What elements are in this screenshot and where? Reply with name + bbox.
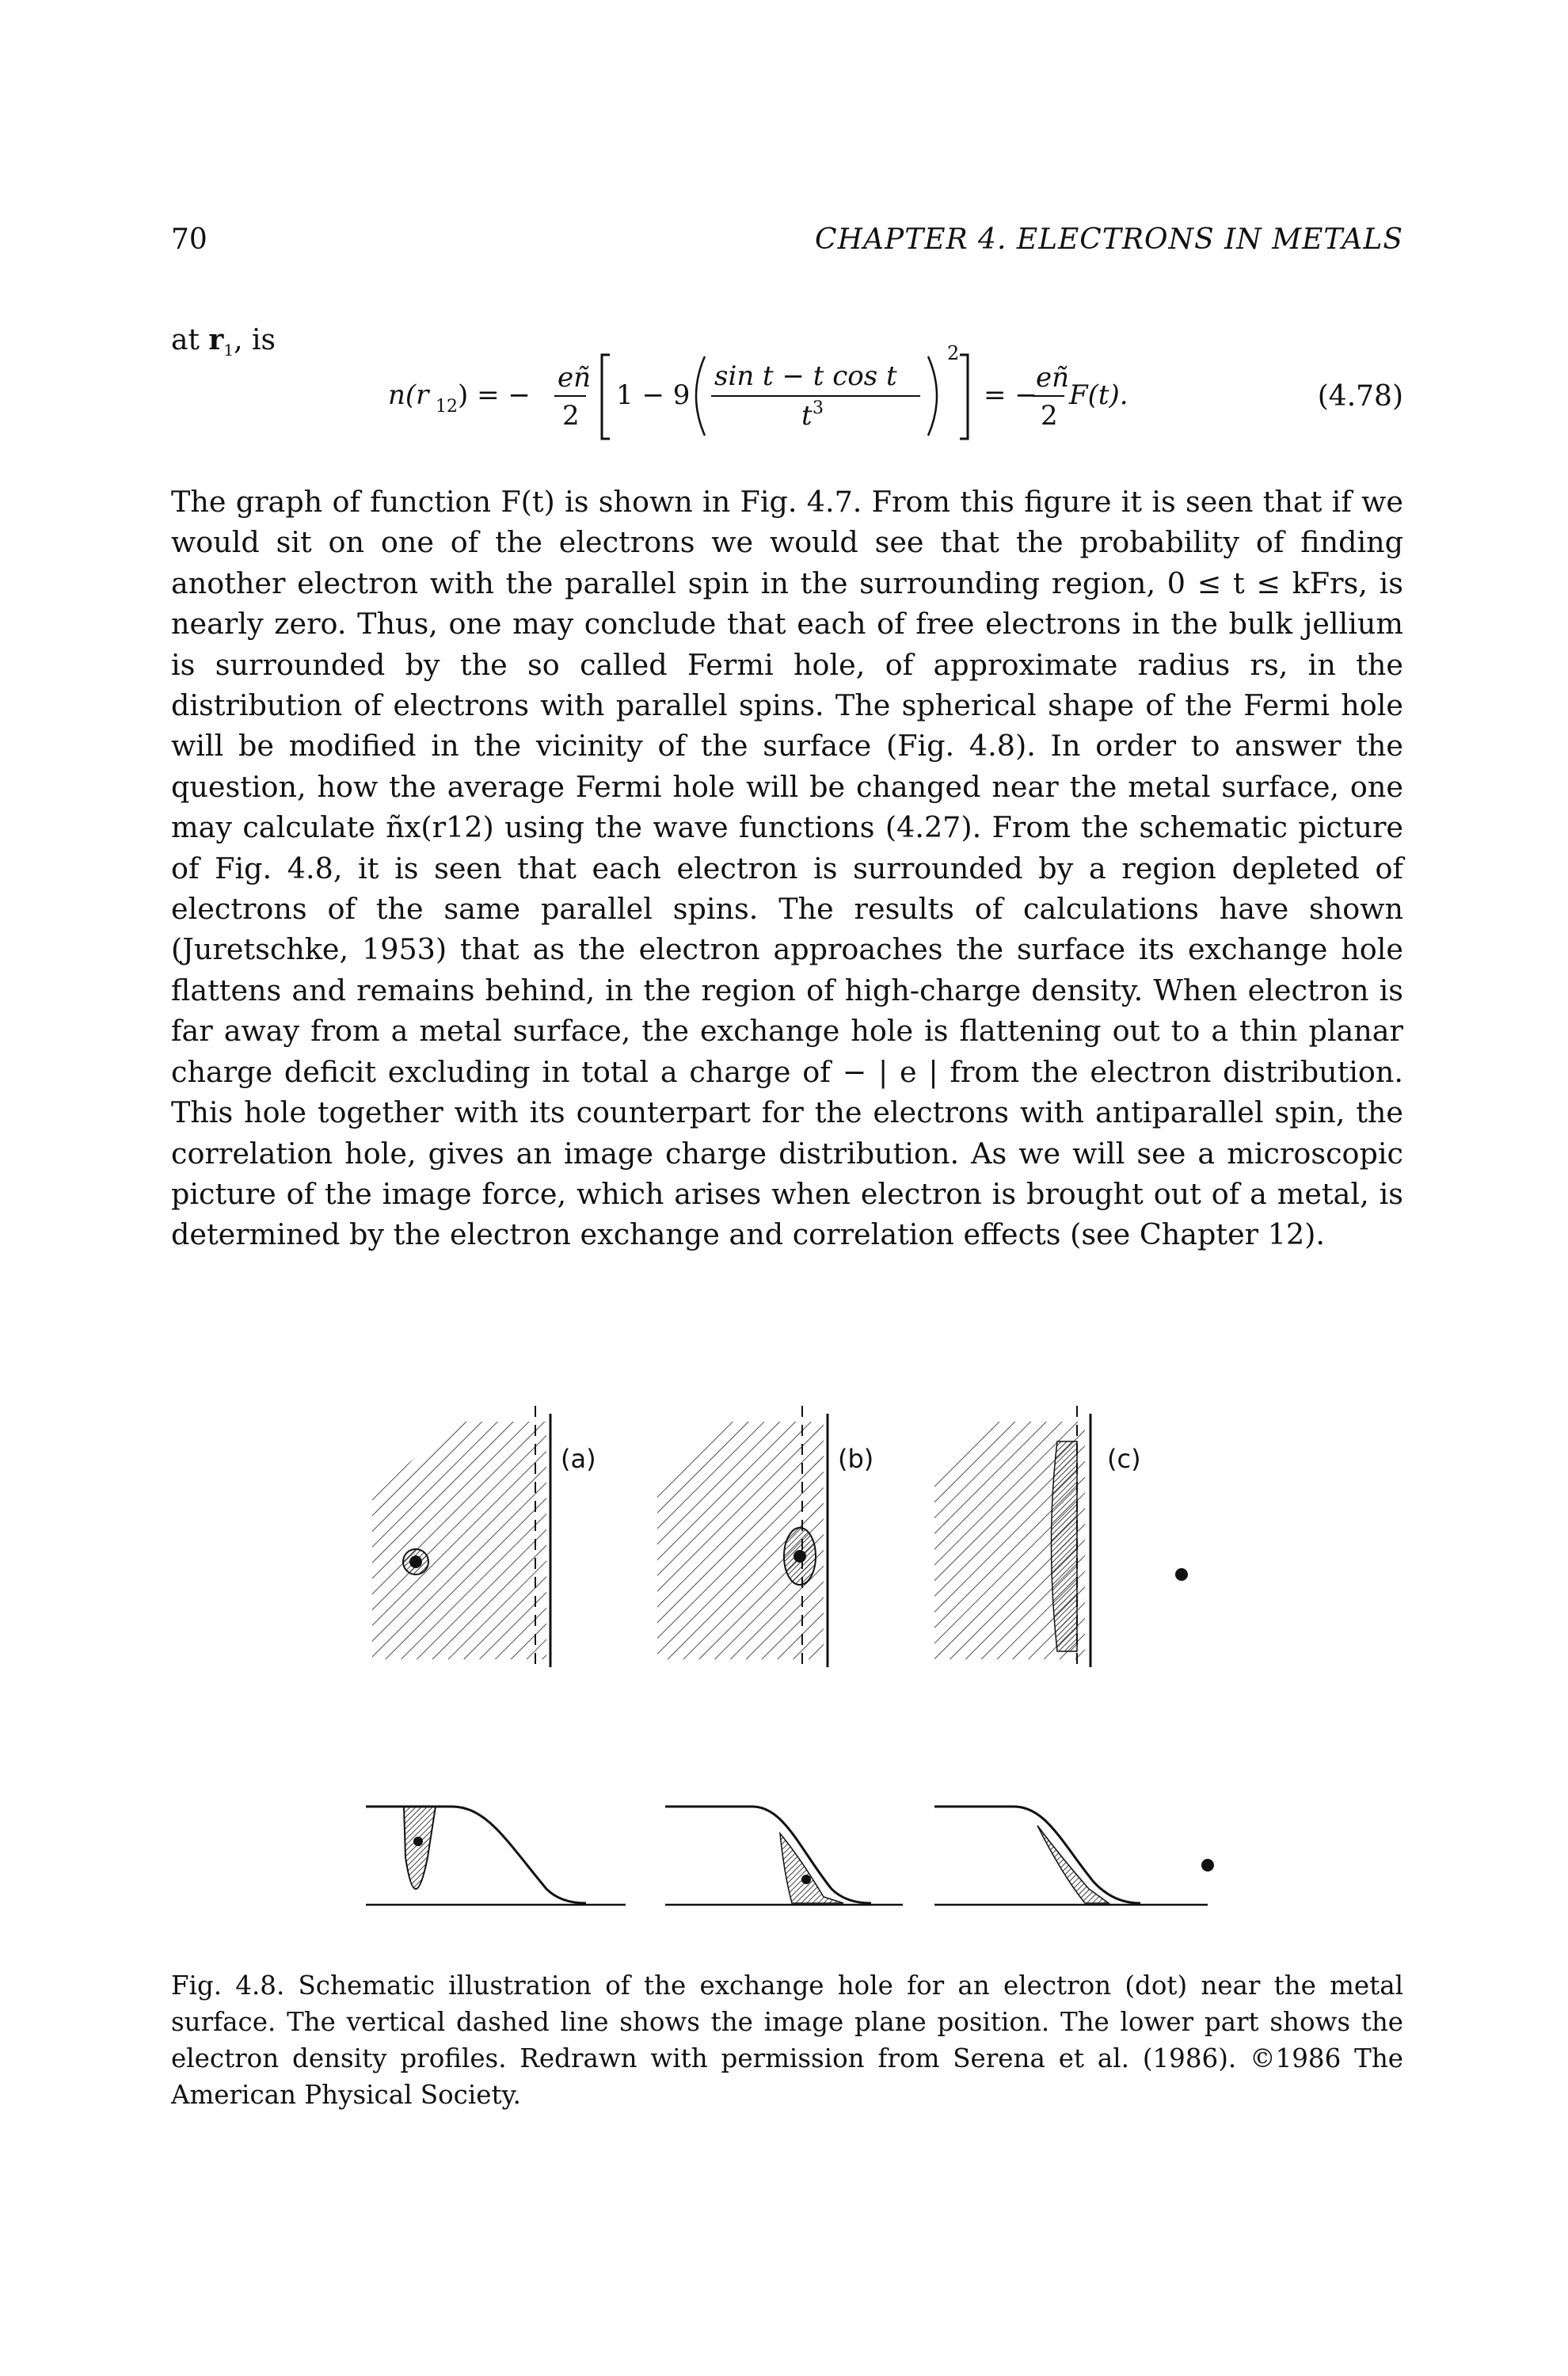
profile-b-hole xyxy=(780,1833,843,1903)
eq-frac-den: t xyxy=(801,400,813,432)
panel-b-electron-dot xyxy=(794,1550,806,1563)
intro-suffix: , is xyxy=(234,324,276,356)
eq-bracket-text: 1 − 9 xyxy=(616,379,691,411)
eq-frac-num: sin t − t cos t xyxy=(714,360,897,392)
eq-coef-den: 2 xyxy=(562,400,580,432)
body-text xyxy=(171,482,1403,1255)
panel-c xyxy=(927,1406,1188,1671)
panel-a-electron-dot xyxy=(409,1555,422,1568)
panel-b xyxy=(649,1406,873,1671)
profile-c-electron-dot xyxy=(1201,1859,1214,1871)
eq-lhs: n(r xyxy=(388,379,429,411)
panel-a xyxy=(364,1406,596,1671)
eq-left-bracket xyxy=(602,355,610,439)
panel-c-electron-dot xyxy=(1175,1568,1188,1581)
page-number: 70 xyxy=(171,223,207,256)
equation-graphic xyxy=(388,341,1259,451)
intro-subscript: 1 xyxy=(223,341,234,360)
eq-lhs-sub: 12 xyxy=(436,397,458,417)
equation-4-78 xyxy=(388,341,1403,451)
eq-lhs-end: ) = − xyxy=(458,379,531,411)
profile-b-electron-dot xyxy=(801,1875,811,1884)
panel-a-metal xyxy=(364,1414,554,1667)
profile-a-electron-dot xyxy=(413,1837,423,1846)
eq-rhs-coef-num: eñ xyxy=(1036,362,1070,394)
profile-c-hole xyxy=(1037,1826,1109,1903)
panel-b-label: (b) xyxy=(838,1444,874,1474)
intro-text: at xyxy=(171,324,200,356)
page-header xyxy=(171,223,1403,263)
profile-a-curve xyxy=(366,1807,586,1903)
figure-4-8 xyxy=(348,1398,1259,1921)
profile-a-hole xyxy=(404,1807,436,1889)
eq-coef-num: eñ xyxy=(558,362,592,394)
eq-rhs-func: F(t). xyxy=(1069,379,1128,411)
eq-right-paren xyxy=(928,356,937,436)
body-paragraph: The graph of function F(t) is shown in Fig. 4.7. From this figure it is seen that if we would sit on one of the electrons we would see that the probability of finding another electron with the parallel spin in the surrounding region, 0 ≤ t ≤ kFrs, is nearly zero. Thus, one may conclude that each of free electrons in the bulk jellium is surrounded by the so called Fermi hole, of approximate radius rs, in the distribution of electrons with parallel spins. The spherical shape of the Fermi hole will be modified in the vicinity of the surface (Fig. 4.8). In order to answer the question, how the average Fermi hole will be changed near the metal surface, one may calculate ñx(r12) using the wave functions (4.27). From the schematic picture of Fig. 4.8, it is seen that each electron is surrounded by a region depleted of electrons of the same parallel spins. The results of calculations have shown (Juretschke, 1953) that as the electron approaches the surface its exchange hole flattens and remains behind, in the region of high-charge density. When electron is far away from a metal surface, the exchange hole is flattening out to a thin planar charge deficit excluding in total a charge of − | e | from the electron distribution. This hole together with its counterpart for the electrons with antiparallel spin, the correlation hole, gives an image charge distribution. As we will see a microscopic picture of the image force, which arises when electron is brought out of a metal, is determined by the electron exchange and correlation effects (see Chapter 12). xyxy=(171,485,1403,1252)
eq-left-paren xyxy=(696,356,705,436)
panel-a-label: (a) xyxy=(561,1444,596,1474)
panel-c-exchange-hole xyxy=(1052,1441,1078,1651)
eq-frac-den-sup: 3 xyxy=(813,398,824,418)
caption-text: Fig. 4.8. Schematic illustration of the exchange hole for an electron (dot) near the metal surface. The vertical dashed line shows the image plane position. The lower part shows the electron density profiles. Redrawn with permission from Serena et al. (1986). ©1986 The American Physical Society. xyxy=(171,1970,1403,2110)
figure-graphic xyxy=(348,1398,1259,1921)
equation-intro xyxy=(171,323,276,360)
eq-power: 2 xyxy=(947,342,960,364)
intro-symbol: r xyxy=(208,323,224,356)
profile-c-curve xyxy=(934,1807,1140,1903)
figure-caption xyxy=(171,1967,1403,2113)
density-profiles xyxy=(366,1807,1214,1905)
equation-number: (4.78) xyxy=(1317,380,1403,413)
eq-equals: = − xyxy=(984,379,1037,411)
running-head: CHAPTER 4. ELECTRONS IN METALS xyxy=(815,223,1403,256)
eq-right-bracket xyxy=(960,355,968,439)
panel-c-label: (c) xyxy=(1107,1444,1141,1474)
eq-rhs-coef-den: 2 xyxy=(1041,400,1058,432)
profile-b-curve xyxy=(665,1807,871,1903)
